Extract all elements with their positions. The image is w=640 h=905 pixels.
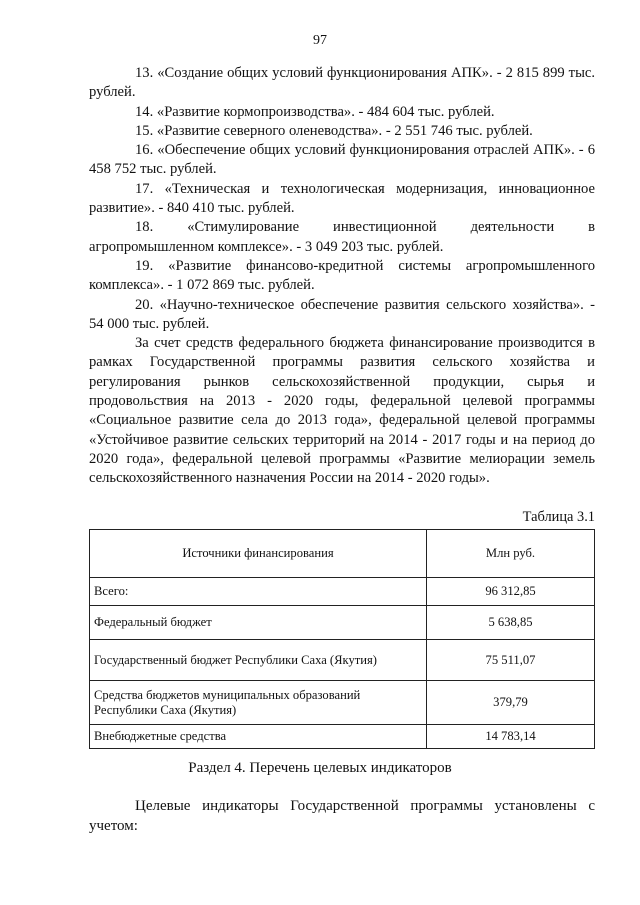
body-text xyxy=(89,64,595,489)
list-item-14: 14. «Развитие кормопроизводства». - 484 604 тыс. рублей. xyxy=(135,103,495,120)
list-item-17: 17. «Техническая и технологическая модернизация, инновационное развитие». - 840 410 тыс. рублей. xyxy=(89,180,595,217)
federal-budget-paragraph: За счет средств федерального бюджета финансирование производится в рамках Государственной программы развития сельского хозяйства и регулирования рынков сельскохозяйственной продукции, сырья и продовольствия на 2013 - 2020 годы, федеральной целевой программы «Социальное развитие села до 2013 года», федеральной целевой программы «Устойчивое развитие сельских территорий на 2014 - 2017 годы и на период до 2020 года», федеральной целевой программы «Развитие мелиорации земель сельскохозяйственного назначения России на 2014 - 2020 годы». xyxy=(89,335,595,487)
row-value: 5 638,85 xyxy=(427,606,595,640)
table-caption: Таблица 3.1 xyxy=(522,509,595,525)
table-row xyxy=(90,725,595,749)
row-value: 379,79 xyxy=(427,681,595,725)
list-item-15: 15. «Развитие северного оленеводства». - 2 551 746 тыс. рублей. xyxy=(135,122,533,139)
closing-paragraph: Целевые индикаторы Государственной программы установлены с учетом: xyxy=(89,798,595,834)
list-item-20: 20. «Научно-техническое обеспечение развития сельского хозяйства». - 54 000 тыс. рублей. xyxy=(89,296,595,332)
header-value: Млн руб. xyxy=(427,530,595,578)
row-source: Средства бюджетов муниципальных образований Республики Саха (Якутия) xyxy=(90,681,427,725)
row-value: 96 312,85 xyxy=(427,578,595,606)
table-row xyxy=(90,606,595,640)
row-source: Внебюджетные средства xyxy=(90,725,427,749)
table-row xyxy=(90,681,595,725)
list-item-18: 18. «Стимулирование инвестиционной деятельности в агропромышленном комплексе». - 3 049 203 тыс. рублей. xyxy=(89,219,595,255)
page-number: 97 xyxy=(313,33,327,48)
row-source: Государственный бюджет Республики Саха (Якутия) xyxy=(90,640,427,681)
list-item-16: 16. «Обеспечение общих условий функционирования отраслей АПК». - 6 458 752 тыс. рублей. xyxy=(89,142,595,178)
table-row xyxy=(90,640,595,681)
table-header-row xyxy=(90,530,595,578)
section-title: Раздел 4. Перечень целевых индикаторов xyxy=(188,760,452,776)
row-source: Всего: xyxy=(90,578,427,606)
funding-table xyxy=(89,529,595,749)
row-value: 75 511,07 xyxy=(427,640,595,681)
row-source: Федеральный бюджет xyxy=(90,606,427,640)
table-row xyxy=(90,578,595,606)
row-value: 14 783,14 xyxy=(427,725,595,749)
list-item-19: 19. «Развитие финансово-кредитной системы агропромышленного комплекса». - 1 072 869 тыс. рублей. xyxy=(89,257,595,294)
list-item-13: 13. «Создание общих условий функционирования АПК». - 2 815 899 тыс. рублей. xyxy=(89,65,595,101)
header-source: Источники финансирования xyxy=(90,530,427,578)
